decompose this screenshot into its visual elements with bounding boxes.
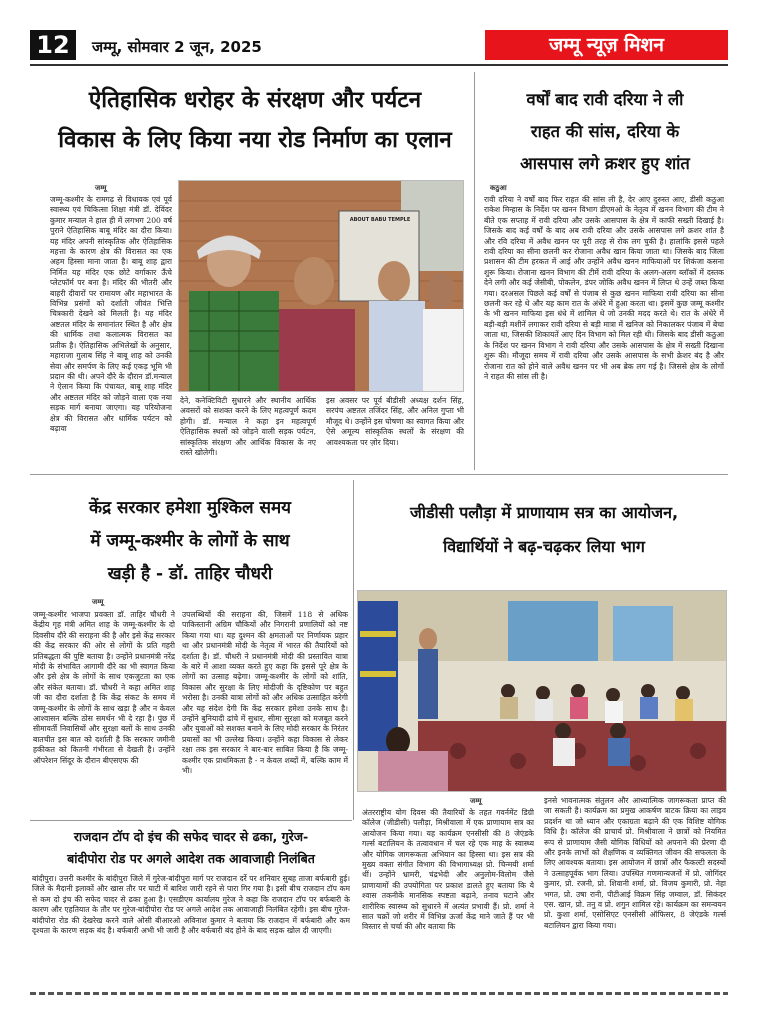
story2-byline: कठुआ	[490, 184, 507, 192]
story5-column1: अंतरराष्ट्रीय योग दिवस की तैयारियों के तहत गवर्नमेंट डिग्री कॉलेज (जीडीसी) पलौड़ा, मिश्रीवाला में एक प्राणायाम सत्र का आयोजन किया गया। यह कार्यक्रम एनसीसी की 8 जेएंडके गर्ल्स बटालियन के तत्वावधान में चल रहे एक माह के स्वास्थ्य और योगिक जागरूकता अभियान का हिस्सा था। इस सत्र की मुख्य वक्ता संगीत विभाग की विभागाध्यक्ष प्रो. चिन्मयी शर्मा थीं। उन्होंने भ्रामरी, चंद्रभेदी और अनुलोम-विलोम जैसे प्राणायामों की उपयोगिता पर प्रकाश डालते हुए बताया कि ये श्वास तकनीकें मानसिक स्पष्टता बढ़ाने, तनाव घटाने और शारीरिक स्वास्थ्य को सुधारने में अत्यंत प्रभावी हैं। प्रो. शर्मा ने सात चक्रों जो शरीर में विभिन्न ऊर्जा केंद्र माने जाते हैं पर भी विस्तार से चर्चा की और बताया कि	[362, 808, 534, 932]
story1-photo-illustration	[179, 181, 464, 392]
masthead: जम्मू न्यूज़ मिशन	[485, 30, 728, 60]
page-number: 12	[30, 30, 76, 60]
dateline: जम्मू, सोमवार 2 जून, 2025	[92, 38, 262, 56]
story5-byline: जम्मू	[470, 797, 482, 805]
vertical-divider-bottom	[353, 480, 354, 820]
story2-headline-line1: वर्षों बाद रावी दरिया ने ली	[526, 90, 684, 109]
story3-column2: उपलब्धियों की सराहना की, जिसमें 118 से अधिक पाकिस्तानी अग्रिम चौकियों और निगरानी प्रणालियों को नष्ट किया गया था। यह दुश्मन की क्षमताओं पर निर्णायक प्रहार था और प्रधानमंत्री मोदी के नेतृत्व में भारत की तैयारियों को दर्शाता है। डॉ. चौधरी ने प्रधानमंत्री मोदी की प्रस्तावित यात्रा के बारे में आशा व्यक्त करते हुए कहा कि इससे पूरे क्षेत्र के लोगों का उत्साह बढ़ेगा। जम्मू-कश्मीर के लोगों को शांति, विकास और सुरक्षा के लिए मोदीजी के दृष्टिकोण पर बहुत भरोसा है। उनकी यात्रा लोगों को और अधिक उत्साहित करेगी और यह संदेश देगी कि केंद्र सरकार हमेशा उनके साथ है। उन्होंने बुनियादी ढांचे में सुधार, सीमा सुरक्षा को मजबूत करने और युवाओं को सशक्त बनाने के लिए मोदी सरकार के निरंतर प्रयासों का भी उल्लेख किया। उन्होंने कहा विकास से लेकर रक्षा तक इस सरकार ने बार-बार साबित किया है कि जम्मू-कश्मीर एक प्राथमिकता है - न केवल शब्दों में, बल्कि काम में भी।	[182, 610, 348, 776]
story2-headline-line3: आसपास लगे क्रशर हुए शांत	[520, 154, 690, 173]
story5-photo	[357, 590, 727, 792]
story3-headline-line3: खड़ी है - डॉ. ताहिर चौधरी	[107, 564, 273, 584]
story1-photo	[178, 180, 464, 392]
story5-headline-line1: जीडीसी पलौड़ा में प्राणायाम सत्र का आयोजन,	[409, 503, 679, 522]
plaque-text: ABOUT BABU TEMPLE	[349, 217, 411, 223]
story4-top-rule	[30, 820, 352, 821]
story1-column3: इस अवसर पर पूर्व बीडीसी अध्यक्ष दर्शन सिंह, सरपंच अष्टतल तजिंदर सिंह, और अनिल गुप्ता भी मौजूद थे। उन्होंने इस घोषणा का स्वागत किया और ऐसे अमूल्य सांस्कृतिक स्थलों के संरक्षण की आवश्यकता पर ज़ोर दिया।	[326, 396, 464, 447]
story4-headline-line1: राजदान टॉप दो इंच की सफेद चादर से ढका, गुरेज-	[73, 829, 309, 844]
story3-headline-line1: केंद्र सरकार हमेशा मुश्किल समय	[89, 498, 291, 518]
story5-headline-line2: विद्यार्थियों ने बढ़-चढ़कर लिया भाग	[443, 537, 645, 556]
story2-headline-line2: राहत की सांस, दरिया के	[530, 122, 680, 141]
story3-column1: जम्मू-कश्मीर भाजपा प्रवक्ता डॉ. ताहिर चौधरी ने केंद्रीय गृह मंत्री अमित शाह के जम्मू-कश्मीर के दो दिवसीय दौरे की सराहना की है और इसे केंद्र सरकार की केंद्र सरकार की ओर से लोगों के प्रति गहरी प्रतिबद्धता की पुष्टि बताया है। उन्होंने प्रधानमंत्री नरेंद्र मोदी के संभावित आगामी दौरे का भी स्वागत किया और इसे क्षेत्र के लोगों के साथ एकजुटता का एक और संकेत बताया। डॉ. चौधरी ने कहा अमित शाह जी का दौरा दर्शाता है कि केंद्र संकट के समय में जम्मू-कश्मीर के लोगों के साथ खड़ा है और न केवल आश्वासन बल्कि ठोस समर्थन भी दे रहा है। पुंछ में सीमावर्ती निवासियों और सुरक्षा बलों के साथ उनकी बातचीत इस बात को दर्शाती है कि सरकार जमीनी हकीकत को कितनी गंभीरता से देखती है। उन्होंने ऑपरेशन सिंदूर के दौरान बीएसएफ की	[33, 610, 175, 765]
story5-headline	[356, 496, 732, 564]
story1-headline-line1: ऐतिहासिक धरोहर के संरक्षण और पर्यटन	[88, 87, 422, 113]
story5-photo-illustration	[358, 591, 727, 792]
story1-column2: देने, कनेक्टिविटी सुधारने और स्थानीय आर्थिक अवसरों को सशक्त करने के लिए महत्वपूर्ण कदम होगी। डॉ. मन्याल ने कहा इन महत्वपूर्ण ऐतिहासिक स्थलों को जोड़ने वाली सड़क पर्यटन, सांस्कृतिक संरक्षण और आर्थिक विकास के नए रास्ते खोलेगी।	[180, 396, 316, 458]
story4-headline	[30, 826, 352, 870]
vertical-divider-top	[474, 72, 475, 470]
story1-byline: जम्मू	[95, 184, 107, 192]
story1-column1: जम्मू-कश्मीर के रामगढ़ से विधायक एवं पूर्व स्वास्थ्य एवं चिकित्सा शिक्षा मंत्री डॉ. देविंदर कुमार मन्याल ने हाल ही में लगभग 200 वर्ष पुराने ऐतिहासिक बाबू मंदिर का दौरा किया। यह मंदिर अपनी सांस्कृतिक और ऐतिहासिक महत्ता के कारण क्षेत्र की विरासत का एक अहम हिस्सा माना जाता है। बाबू शाह द्वारा निर्मित यह मंदिर एक छोटे वर्गाकार ऊँचे प्लेटफॉर्म पर बना है। मंदिर की भीतरी और बाहरी दीवारों पर रामायण और महाभारत के विभिन्न प्रसंगों को दर्शाती जीवंत भित्ति चित्रकारी देखने को मिलती है। यह मंदिर अष्टतल मंदिर के समानांतर स्थित है और क्षेत्र की धार्मिक तथा कलात्मक विरासत का प्रतीक है। ऐतिहासिक अभिलेखों के अनुसार, महाराजा गुलाब सिंह ने बाबू शाह को उनकी सेवा और समर्पण के लिए कई एकड़ भूमि भी प्रदान की थी। अपने दौरे के दौरान डॉ.मन्याल ने ऐलान किया कि पंचायत, बाबू शाह मंदिर और अष्टतल मंदिर को जोड़ने वाला एक नया सड़क मार्ग बनाया जाएगा। यह परियोजना क्षेत्र की विरासत और धार्मिक पर्यटन को बढ़ावा	[50, 195, 172, 433]
story3-headline	[30, 492, 350, 591]
story4-body: बांदीपुरा। उत्तरी कश्मीर के बांदीपुरा जिले में गुरेज-बांदीपुरा मार्ग पर राजदान दर्रे पर शनिवार सुबह ताजा बर्फबारी हुई। जिले के मैदानी इलाकों और खास तौर पर घाटी में बारिश जारी रहने से पारा गिर गया है। इसी बीच राजदान टॉप कम से कम दो इंच की सफेद चादर से ढका हुआ है। एसडीएम कार्यालय गुरेज ने कहा कि राजदान टॉप पर बर्फबारी के कारण और एहतियात के तौर पर गुरेज-बांदीपोरा रोड पर अगले आदेश तक आवाजाही निलंबित रहेगी। इस बीच गुरेज-बांदीपोरा रोड की देखरेख करने वाले ओसी बीआरओ अविनाश कुमार ने बताया कि राजदान में बर्फबारी और कम दृश्यता के कारण सड़क बंद है। बर्फबारी अभी भी जारी है और बर्फबारी बंद होने के बाद सड़क खोल दी जाएगी।	[32, 874, 350, 936]
story4-headline-line2: बांदीपोरा रोड पर अगले आदेश तक आवाजाही निलंबित	[67, 851, 315, 866]
story5-column2: इनसे भावनात्मक संतुलन और आध्यात्मिक जागरूकता प्राप्त की जा सकती है। कार्यक्रम का प्रमुख आकर्षण त्राटक क्रिया का लाइव प्रदर्शन था जो ध्यान और एकाग्रता बढ़ाने की एक विशिष्ट योगिक विधि है। कॉलेज की प्राचार्य प्रो. मिश्रीवाला ने छात्रों को नियमित रूप से प्राणायाम जैसी योगिक विधियों को अपनाने की प्रेरणा दी और इनके लाभों को शैक्षणिक व व्यक्तिगत जीवन की सफलता के लिए आवश्यक बताया। इस आयोजन में छात्रों और फैकल्टी सदस्यों ने उत्साहपूर्वक भाग लिया। उपस्थित गणमान्यजनों में प्रो. जोगिंदर कुमार, प्रो. रजनी, प्रो. शिवानी शर्मा, प्रो. विजय कुमारी, प्रो. नेहा भगत, प्रो. उषा रानी, पीटीआई विक्रम सिंह जम्वाल, डॉ. सिकंदर एस. खान, प्रो. तनु व प्रो. शगुन शामिल रहे। कार्यक्रम का समन्वयन प्रो. कुशा शर्मा, एसोसिएट एनसीसी ऑफिसर, 8 जेएंडके गर्ल्स बटालियन द्वारा किया गया।	[544, 796, 726, 930]
story1-headline-line2: विकास के लिए किया नया रोड निर्माण का एलान	[58, 127, 452, 153]
story3-headline-line2: में जम्मू-कश्मीर के लोगों के साथ	[90, 531, 290, 551]
horizontal-divider-mid	[30, 474, 728, 475]
story3-byline: जम्मू	[92, 598, 104, 606]
story2-body: रावी दरिया ने वर्षों बाद फिर राहत की सांस ली है, देर आए दुरुस्त आए, डीसी कठुआ राकेश मिन्हास के निर्देश पर खनन विभाग डीएमओ के नेतृत्व में खनन विभाग की टीम ने बीते एक सप्ताह में रावी दरिया और उसके आसपास के क्षेत्र में काफी सख्ती दिखाई है। जिसके बाद कई वर्षों के बाद अब रावी दरिया और उसके आसपास लगे क्रशर शांत है और रवि दरिया में अवैध खनन पर पूरी तरह से रोक लग चुकी है। हालांकि इससे पहले रावी दरिया का सीना छलनी कर रोजाना अवैध खान किया जाता था। जिसके बाद जिला प्रशासन की टीम हरकत में आई और उन्होंने अवैध खनन माफियाओं पर शिकंजा कसना शुरू किया। रोजाना खनन विभाग की टीमें रावी दरिया के अलग-अलग ब्लॉकों में दस्तक देने लगी और कई जेसीबी, पोकलेन, डंपर जोकि अवैध खनन में लिप्त थे उन्हें जब्त किया गया। दरअसल पिछले कई वर्षों से पंजाब से कुछ खनन माफिया रावी दरिया का सीना छलनी कर रहे थे और यह काम रात के अंधेरे में हुआ करता था। इसमें कुछ जम्मू कश्मीर के भी खनन माफिया इस धंधे में शामिल थे जो उनकी मदद करते थे। रात के अंधेरे में बड़ी-बड़ी मशीनें लगाकर रावी दरिया से बड़ी मात्रा में खनिज को निकालकर पंजाब में बेचा जाता था, जिसकी शिकायतें आए दिन विभाग को मिल रही थी। जिसके बाद डीसी कठुआ के निर्देश पर खनन विभाग ने रावी दरिया और उसके आसपास के क्षेत्र में सख्ती दिखाना शुरू की। मौजूदा समय में रावी दरिया और उसके आसपास के सभी क्रेशर बंद है और रोजाना रात को होने वाले अवैध खनन पर भी अब ब्रेक लग गई है। जिससे क्षेत्र के लोगों ने राहत की सांस ली है।	[484, 195, 724, 381]
story1-headline	[40, 80, 470, 160]
story2-headline	[482, 84, 728, 180]
footer-rule	[30, 992, 728, 995]
header-rule	[30, 64, 728, 66]
